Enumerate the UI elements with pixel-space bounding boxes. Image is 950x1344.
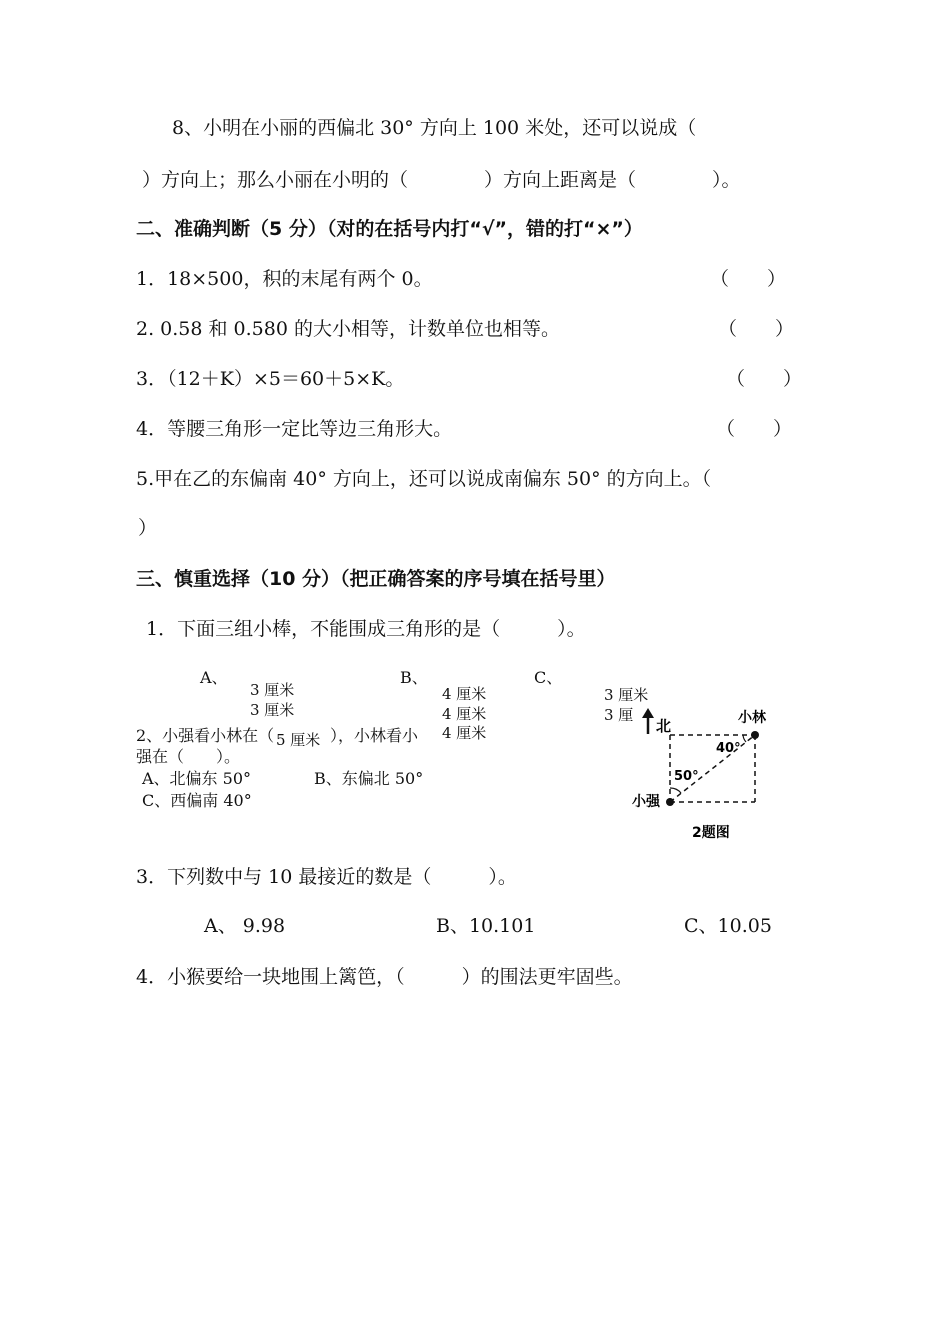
q1-option-b-label[interactable]: B、	[400, 668, 428, 687]
judge-item-2: 2. 0.58 和 0.580 的大小相等，计数单位也相等。	[136, 318, 560, 340]
q2-option-b[interactable]: B、东偏北 50°	[314, 769, 424, 788]
lin-point-icon	[751, 731, 759, 739]
q1-b-stick-3: 4 厘米	[442, 724, 487, 742]
judge-answer-1[interactable]: （ ）	[710, 268, 787, 290]
judge-item-5: 5.甲在乙的东偏南 40° 方向上，还可以说成南偏东 50° 的方向上。（	[136, 468, 712, 490]
judge-answer-5-close[interactable]: ）	[138, 517, 158, 539]
q2-option-c[interactable]: C、西偏南 40°	[142, 791, 252, 810]
judge-item-1: 1．18×500，积的末尾有两个 0。	[136, 268, 433, 290]
angle50-arc	[670, 788, 681, 793]
judge-item-4: 4．等腰三角形一定比等边三角形大。	[136, 418, 453, 440]
q3-option-a[interactable]: A、 9.98	[204, 915, 286, 937]
angle50-label: 50°	[674, 769, 699, 784]
choice-q2-line2: 强在（ ）。	[136, 747, 241, 766]
choice-q4: 4．小猴要给一块地围上篱笆，（ ）的围法更牢固些。	[136, 966, 633, 988]
north-arrow-head-icon	[642, 708, 654, 718]
choice-q3: 3．下列数中与 10 最接近的数是（ ）。	[136, 866, 517, 888]
section3-title: 三、慎重选择（10 分）（把正确答案的序号填在括号里）	[136, 568, 616, 590]
judge-item-3: 3．（12＋K）×5＝60＋5×K。	[136, 368, 405, 390]
q1-b-stick-1: 4 厘米	[442, 685, 487, 703]
choice-q2-line1b: ），小林看小	[330, 726, 419, 745]
figure-caption: 2题图	[692, 825, 730, 841]
choice-q2-line1a: 2、小强看小林在（	[136, 726, 275, 745]
q3-option-c[interactable]: C、10.05	[684, 915, 772, 937]
q1-a-stick-3: 5 厘米	[276, 731, 321, 749]
judge-answer-4[interactable]: （ ）	[716, 418, 793, 440]
lin-label: 小林	[738, 710, 766, 726]
north-label: 北	[656, 717, 672, 735]
q1-a-stick-1: 3 厘米	[250, 681, 295, 699]
q1-a-stick-2: 3 厘米	[250, 701, 295, 719]
qiang-point-icon	[666, 798, 674, 806]
angle40-arc	[743, 735, 746, 742]
judge-answer-2[interactable]: （ ）	[718, 318, 795, 340]
q8-line1: 8、小明在小丽的西偏北 30° 方向上 100 米处，还可以说成（	[172, 117, 697, 139]
qiang-label: 小强	[632, 794, 660, 810]
q1-c-stick-1: 3 厘米	[604, 686, 649, 704]
angle40-label: 40°	[716, 741, 741, 756]
q1-c-stick-2: 3 厘	[604, 706, 634, 724]
q8-line2: ）方向上；那么小丽在小明的（ ）方向上距离是（ ）。	[142, 169, 741, 191]
q1-option-a-label[interactable]: A、	[200, 668, 228, 687]
q1-b-stick-2: 4 厘米	[442, 705, 487, 723]
q3-option-b[interactable]: B、10.101	[436, 915, 536, 937]
q1-option-c-label[interactable]: C、	[534, 668, 563, 687]
judge-answer-3[interactable]: （ ）	[726, 368, 803, 390]
section2-title: 二、准确判断（5 分）（对的在括号内打“√”，错的打“×”）	[136, 218, 643, 240]
choice-q1: 1．下面三组小棒，不能围成三角形的是（ ）。	[146, 618, 586, 640]
direction-figure	[600, 700, 800, 850]
q2-option-a[interactable]: A、北偏东 50°	[142, 769, 252, 788]
